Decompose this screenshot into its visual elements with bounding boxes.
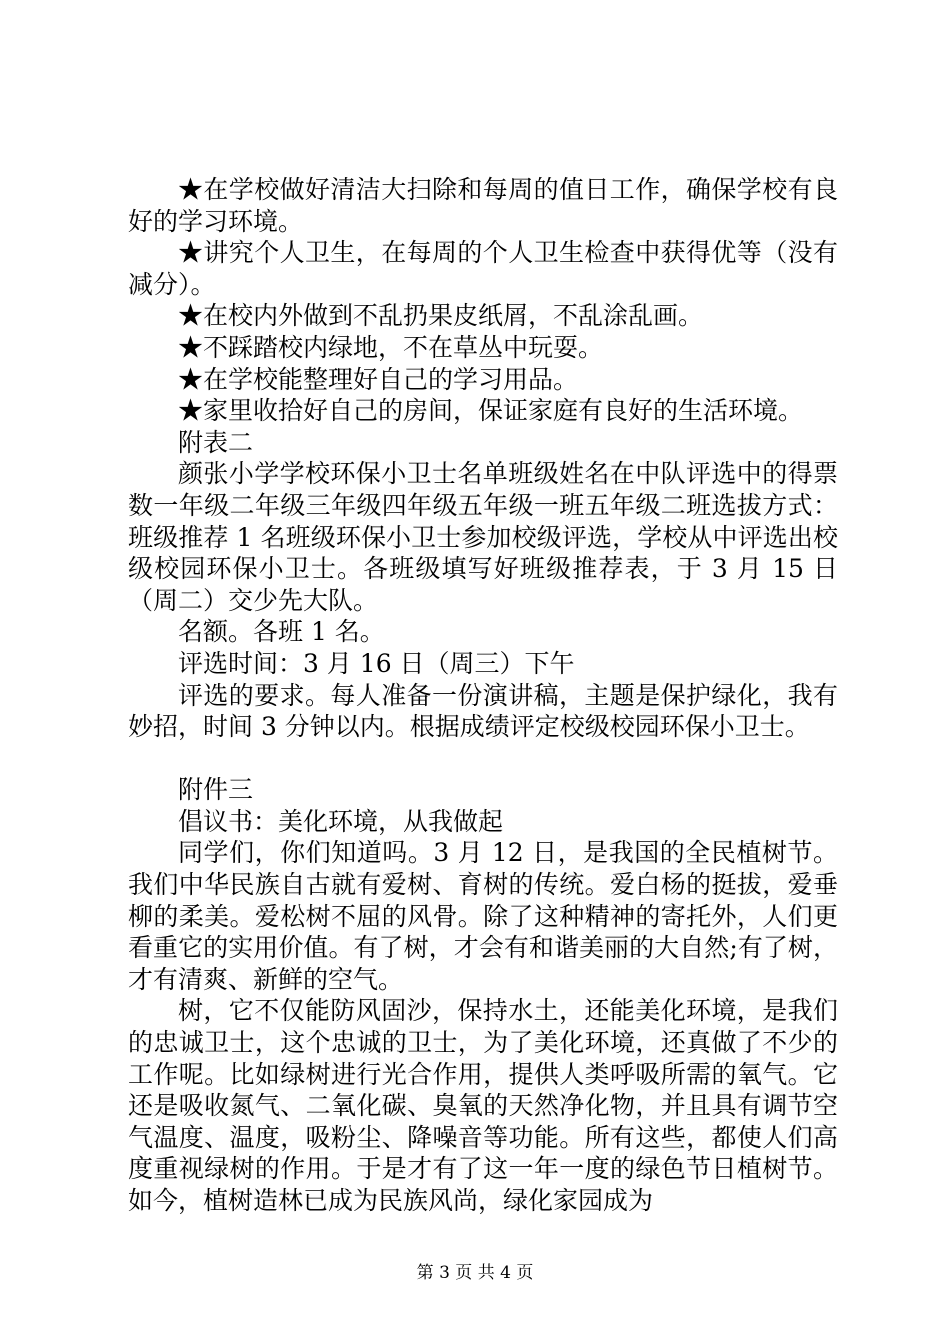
proposal-title: 倡议书：美化环境，从我做起 [178, 806, 504, 836]
paragraph-quota: 名额。各班 1 名。 [178, 617, 385, 647]
blank-line [128, 743, 838, 775]
paragraph-hygiene: ★讲究个人卫生，在每周的个人卫生检查中获得优等（没有减分）。 [128, 238, 838, 299]
paragraph-requirements: 评选的要求。每人准备一份演讲稿，主题是保护绿化，我有妙招，时间 3 分钟以内。根据成绩评定校级校园环保小卫士。 [128, 680, 838, 742]
paragraph-selection-time: 评选时间：3 月 16 日（周三）下午 [178, 648, 575, 678]
document-body [128, 174, 838, 1217]
paragraph-selection-method: 颜张小学学校环保小卫士名单班级姓名在中队评选中的得票数一年级二年级三年级四年级五年级一班五年级二班选拔方式：班级推荐 1 名班级环保小卫士参加校级评选，学校从中评选出校级校园环保小卫士。各班级填写好班级推荐表，于 3 月 15 日（周二）交少先大队。 [128, 459, 838, 615]
heading-attachment-3: 附件三 [178, 775, 254, 805]
paragraph-arbor-day: 同学们，你们知道吗。3 月 12 日，是我国的全民植树节。我们中华民族自古就有爱树、育树的传统。爱白杨的挺拔，爱垂柳的柔美。爱松树不屈的风骨。除了这种精神的寄托外，人们更看重它的实用价值。有了树，才会有和谐美丽的大自然;有了树，才有清爽、新鲜的空气。 [128, 838, 838, 994]
paragraph-litter: ★在校内外做到不乱扔果皮纸屑，不乱涂乱画。 [178, 301, 704, 331]
paragraph-supplies: ★在学校能整理好自己的学习用品。 [178, 364, 579, 394]
paragraph-grass: ★不踩踏校内绿地，不在草丛中玩耍。 [178, 332, 604, 362]
paragraph-home: ★家里收拾好自己的房间，保证家庭有良好的生活环境。 [178, 396, 804, 426]
heading-appendix-table-2: 附表二 [178, 427, 254, 457]
paragraph-cleaning: ★在学校做好清洁大扫除和每周的值日工作，确保学校有良好的学习环境。 [128, 175, 838, 236]
paragraph-trees: 树，它不仅能防风固沙，保持水土，还能美化环境，是我们的忠诚卫士，这个忠诚的卫士，为了美化环境，还真做了不少的工作呢。比如绿树进行光合作用，提供人类呼吸所需的氧气。它还是吸收氮气、二氧化碳、臭氧的天然净化物，并且具有调节空气温度、温度，吸粉尘、降噪音等功能。所有这些，都使人们高度重视绿树的作用。于是才有了这一年一度的绿色节日植树节。如今，植树造林已成为民族风尚，绿化家园成为 [128, 996, 838, 1215]
page-footer: 第 3 页 共 4 页 [416, 1263, 534, 1283]
